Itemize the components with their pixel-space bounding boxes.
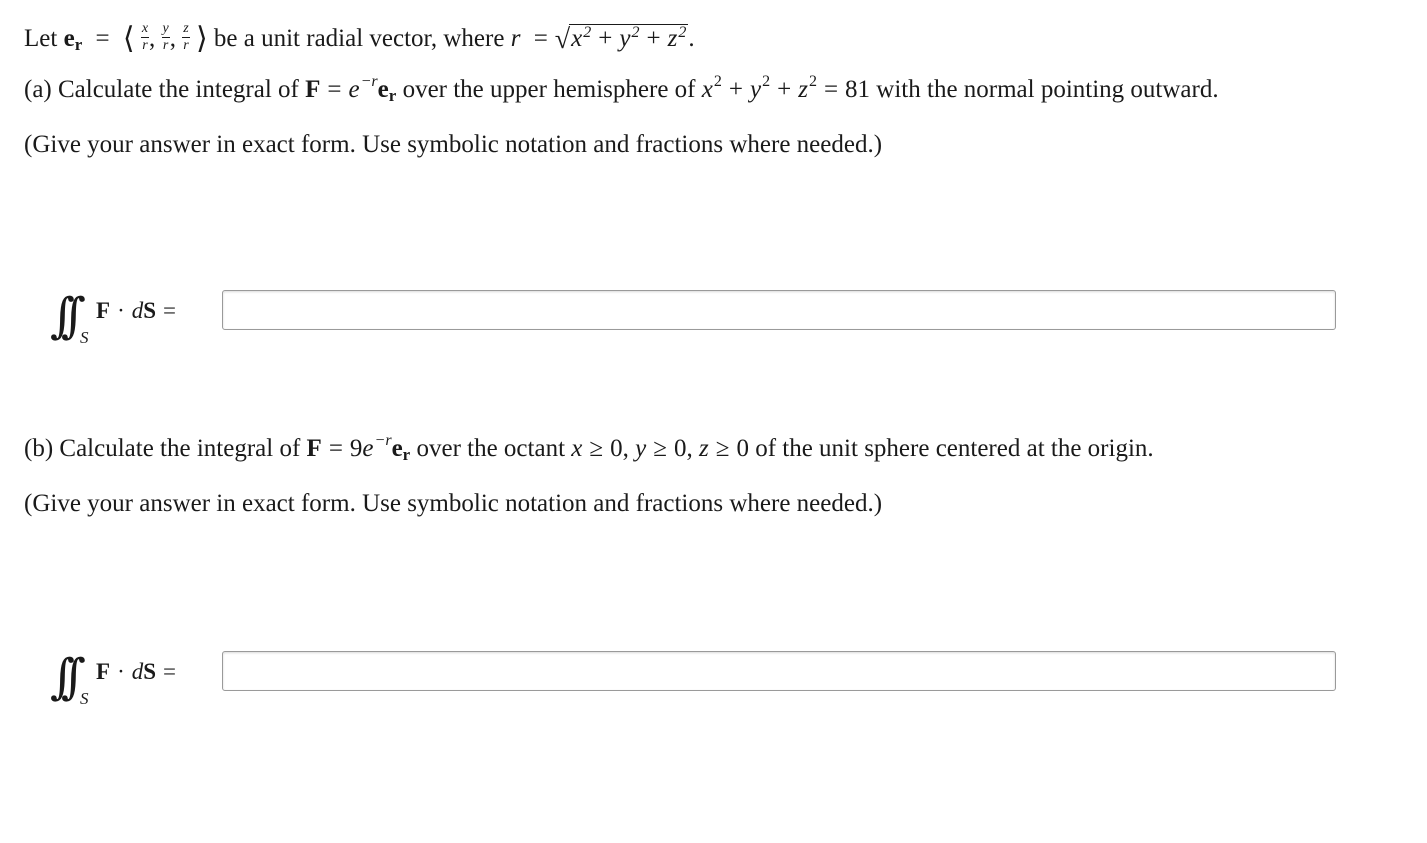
part-a-equals-2: =	[823, 76, 839, 103]
intro-text: be a unit radial vector, where	[213, 25, 505, 52]
part-b-equals: =	[328, 435, 343, 462]
part-b-integral-row	[50, 649, 1350, 719]
part-b-zero: 0,	[610, 435, 629, 462]
part-a-question	[24, 73, 1219, 105]
part-b-x: x	[571, 435, 583, 462]
part-a-x: x	[701, 76, 713, 103]
part-b-e: e	[362, 435, 374, 462]
part-b-geq: ≥	[589, 435, 604, 462]
integral-subscript: S	[80, 689, 89, 708]
part-b-answer-input[interactable]	[222, 651, 1336, 691]
part-b-z: z	[698, 435, 709, 462]
part-b-er: er	[391, 435, 411, 464]
part-a-middle: over the upper hemisphere of	[402, 76, 696, 103]
part-a-F: F	[305, 76, 321, 103]
intro-er: er	[63, 25, 83, 54]
intro-equals: =	[95, 25, 110, 52]
frac-y-over-r: $\frac{y}{r}$	[162, 20, 169, 53]
part-b-instructions: (Give your answer in exact form. Use symbolic notation and fractions where needed.)	[24, 490, 883, 517]
intro-line	[24, 22, 695, 56]
intro-let: Let	[24, 25, 58, 52]
integral-subscript: S	[80, 328, 89, 347]
part-a-plus: +	[728, 76, 743, 103]
part-a-exp: 2	[808, 73, 817, 90]
part-a-y: y	[749, 76, 762, 103]
comma: ,	[149, 25, 156, 52]
integral-expression: F · dS =	[96, 659, 177, 684]
part-a-z: z	[798, 76, 808, 103]
part-a-plus: +	[777, 76, 792, 103]
part-b-suffix: of the unit sphere centered at the origin.	[755, 435, 1154, 462]
part-b-zero: 0,	[673, 435, 693, 462]
part-b-coef: 9	[349, 435, 363, 462]
part-b-prefix: (b) Calculate the integral of	[24, 435, 301, 462]
sqrt-sign-icon: √	[554, 24, 571, 55]
double-integral-icon: ∫∫	[50, 649, 73, 705]
part-b-zero: 0	[736, 435, 749, 462]
part-b-geq: ≥	[715, 435, 730, 462]
intro-r-var: r	[510, 25, 521, 52]
double-integral-icon: ∫∫	[50, 288, 73, 344]
part-a-answer-input[interactable]	[222, 290, 1336, 330]
part-b-question	[24, 432, 1154, 464]
right-angle-bracket: ⟩	[195, 22, 208, 55]
intro-equals-2: =	[533, 25, 548, 52]
part-a-exponent: −r	[360, 73, 378, 90]
part-a-exp: 2	[762, 73, 771, 90]
part-b-geq: ≥	[653, 435, 667, 462]
comma: ,	[169, 25, 176, 52]
part-a-equals: =	[327, 76, 342, 103]
part-a-rhs: 81	[845, 76, 871, 103]
part-b-y: y	[635, 435, 647, 462]
intro-period: .	[688, 25, 695, 52]
part-a-suffix: with the normal pointing outward.	[876, 76, 1219, 103]
integral-expression: F · dS =	[96, 298, 177, 323]
part-a-instructions: (Give your answer in exact form. Use symbolic notation and fractions where needed.)	[24, 131, 883, 158]
part-b-middle: over the octant	[416, 435, 566, 462]
radicand: $x^2 + y^2 + z^2$	[571, 24, 687, 52]
part-a-er: er	[377, 76, 397, 105]
part-a-prefix: (a) Calculate the integral of	[24, 76, 299, 103]
left-angle-bracket: ⟨	[122, 22, 135, 55]
part-b-exponent: −r	[374, 432, 392, 449]
part-a-exp: 2	[713, 73, 722, 90]
frac-z-over-r: $\frac{z}{r}$	[183, 20, 189, 53]
frac-x-over-r: $\frac{x}{r}$	[141, 20, 149, 53]
part-a-e: e	[348, 76, 360, 103]
part-b-F: F	[306, 435, 322, 462]
part-a-integral-row	[50, 288, 1350, 358]
